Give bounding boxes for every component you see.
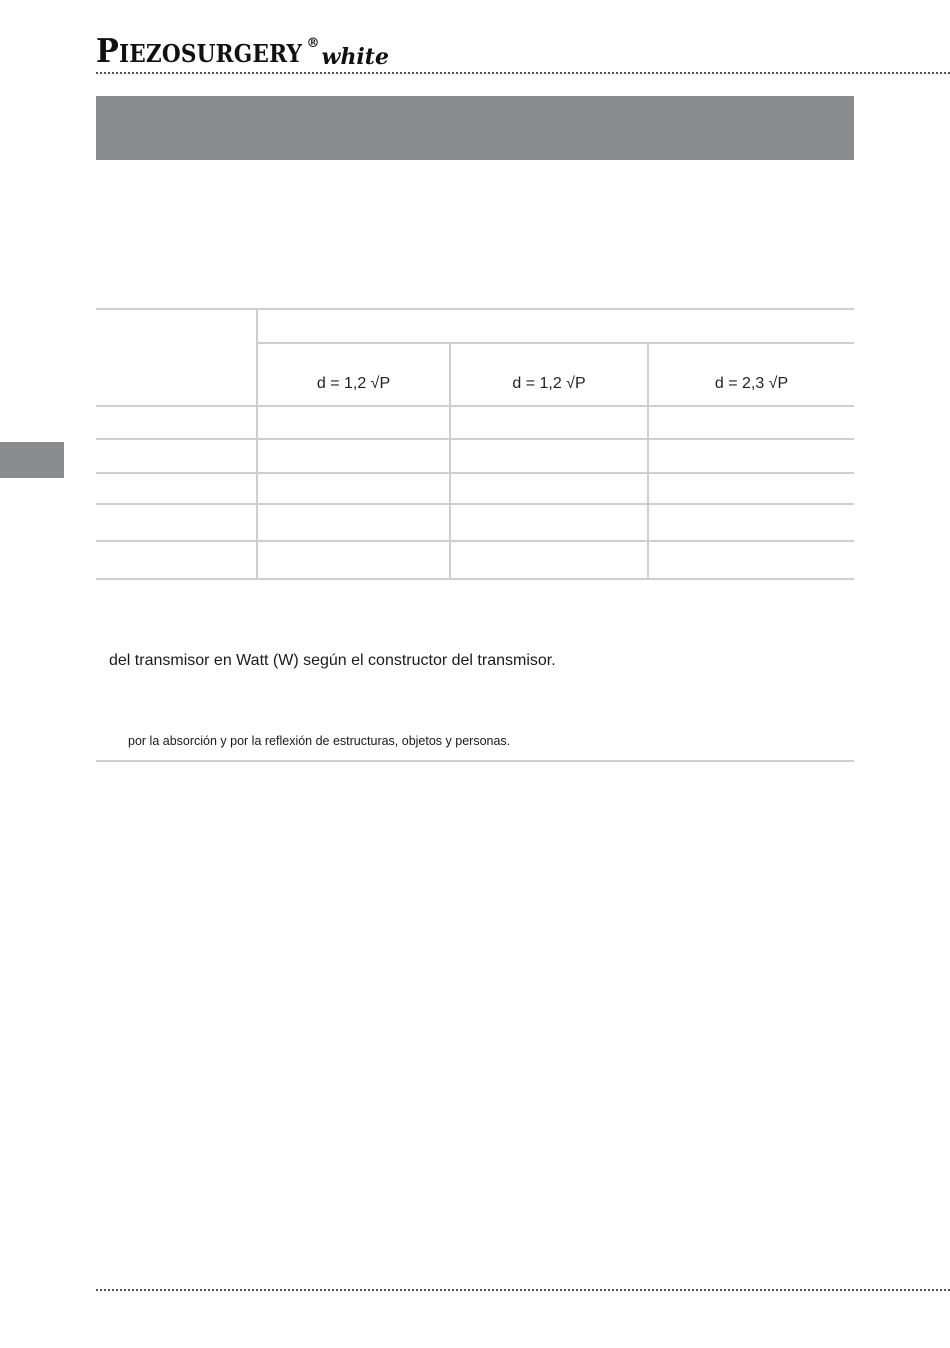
- table-rule-subheader: [256, 342, 854, 344]
- table-rule-top: [96, 308, 854, 310]
- table-rule-header-bottom: [96, 405, 854, 407]
- notes-bottom-rule: [96, 760, 854, 762]
- brand-initial: P: [96, 31, 120, 70]
- brand-rest: IEZOSURGERY: [119, 39, 303, 68]
- transmitter-power-note: del transmisor en Watt (W) según el constructor del transmisor.: [109, 652, 556, 669]
- table-row-rule: [96, 472, 854, 474]
- table-row-rule: [96, 540, 854, 542]
- brand-logo: [96, 31, 389, 74]
- table-column-divider: [256, 308, 258, 580]
- formula-header-2: d = 1,2 √P: [512, 375, 586, 392]
- brand-subtitle: white: [321, 44, 389, 70]
- table-row-rule: [96, 503, 854, 505]
- separation-distance-table: [96, 308, 854, 580]
- formula-header-3: d = 2,3 √P: [714, 375, 789, 392]
- brand-name: [96, 31, 303, 70]
- table-row-rule: [96, 438, 854, 440]
- registered-mark: ®: [306, 36, 320, 51]
- formula-header-1: d = 1,2 √P: [316, 375, 391, 392]
- table-rule-bottom: [96, 578, 854, 580]
- section-header-bar: [96, 96, 854, 160]
- header-dotted-rule: [96, 72, 950, 74]
- footer-dotted-rule: [96, 1289, 950, 1291]
- chapter-side-tab: [0, 442, 64, 478]
- absorption-reflection-note: por la absorción y por la reflexión de estructuras, objetos y personas.: [128, 734, 511, 748]
